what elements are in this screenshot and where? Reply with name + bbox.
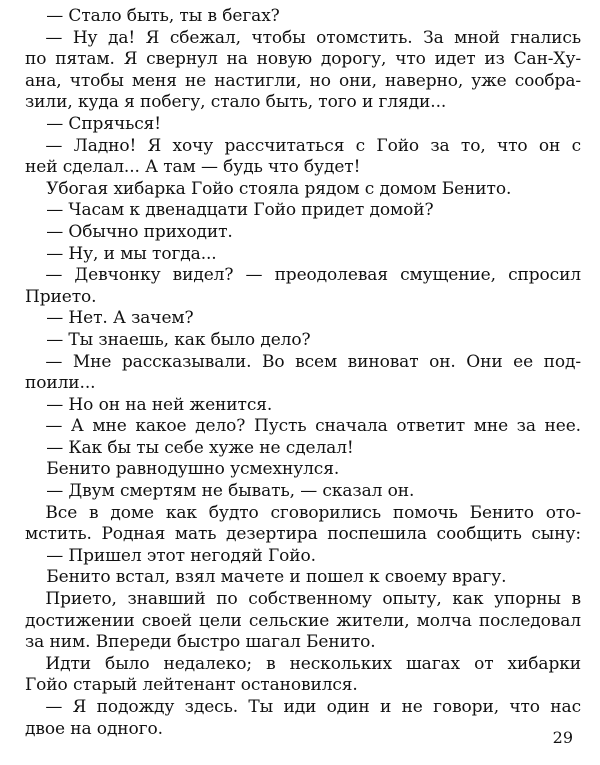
text-line: Прието. [25,286,97,307]
text-line: — Как бы ты себе хуже не сделал! [25,437,354,458]
text-line: двое на одного. [25,718,163,739]
text-line: по пятам. Я свернул на новую дорогу, что идет из Сан-Ху- [25,49,581,70]
text-line: — Ну, и мы тогда... [25,243,217,264]
text-line: мстить. Родная мать дезертира поспешила сообщить сыну: [25,524,581,545]
text-line: Бенито равнодушно усмехнулся. [25,459,340,480]
text-line: — Ладно! Я хочу рассчитаться с Гойо за то, что он с [45,135,581,156]
text-line: — А мне какое дело? Пусть сначала ответит мне за нее. [45,416,581,437]
text-line: Все в доме как будто сговорились помочь Бенито ото- [45,502,581,523]
text-line: — Пришел этот негодяй Гойо. [25,545,316,566]
text-line: — Девчонку видел? — преодолевая смущение, спросил [45,265,581,286]
text-line: за ним. Впереди быстро шагал Бенито. [25,632,376,653]
text-line: — Часам к двенадцати Гойо придет домой? [25,200,434,221]
text-line: — Мне рассказывали. Во всем виноват он. Они ее под- [45,351,581,372]
text-line: — Ты знаешь, как было дело? [25,329,311,350]
text-line: зили, куда я побегу, стало быть, того и гляди... [25,92,447,113]
page-body-text [25,6,581,740]
text-line: ана, чтобы меня не настигли, но они, наверно, уже сообра- [25,70,581,91]
text-line: ней сделал... А там — будь что будет! [25,157,361,178]
page-number: 29 [552,728,573,747]
text-line: — Двум смертям не бывать, — сказал он. [25,481,415,502]
text-line: — Я подожду здесь. Ты иди один и не говори, что нас [45,697,581,717]
text-line: — Нет. А зачем? [25,308,194,329]
text-line: — Ну да! Я сбежал, чтобы отомстить. За мной гнались [45,27,581,48]
text-line: Гойо старый лейтенант остановился. [25,675,358,696]
text-line: — Обычно приходит. [25,221,233,242]
text-line: поили... [25,373,96,394]
text-line: Идти было недалеко; в нескольких шагах от хибарки [45,653,581,674]
text-line: достижении своей цели сельские жители, молча последовал [25,610,581,631]
text-line: Бенито встал, взял мачете и пошел к своему врагу. [25,567,507,588]
text-line: Убогая хибарка Гойо стояла рядом с домом Бенито. [25,178,512,199]
text-line: Прието, знавший по собственному опыту, как упорны в [45,589,581,610]
text-line: — Стало быть, ты в бегах? [25,6,280,26]
text-line: — Но он на ней женится. [25,394,273,415]
text-line: — Спрячься! [25,113,162,134]
